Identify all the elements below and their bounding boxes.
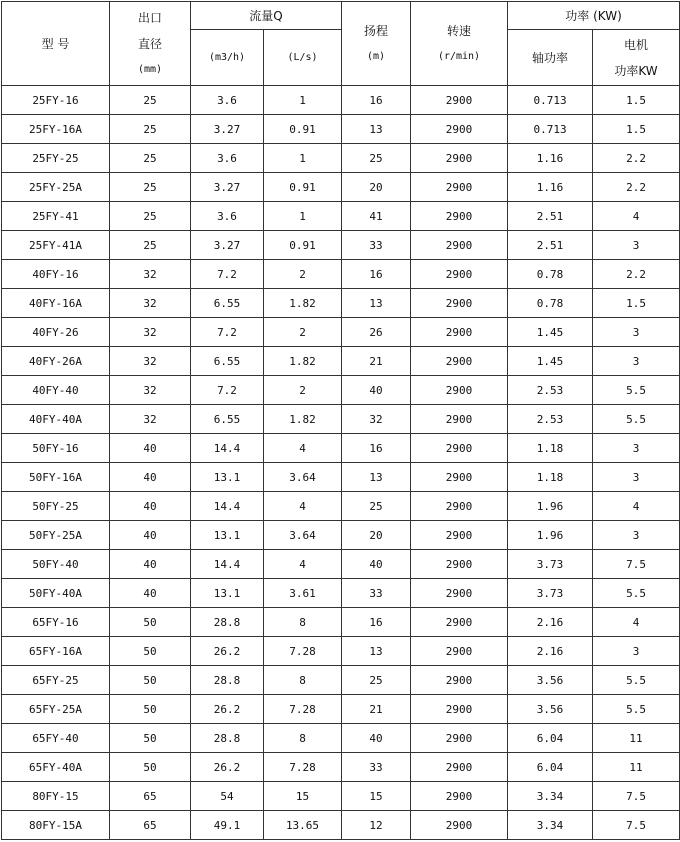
- flow-ls-cell: 4: [264, 492, 342, 521]
- head-cell: 16: [342, 608, 411, 637]
- motor-power-cell: 7.5: [593, 811, 680, 840]
- table-row: [2, 347, 680, 376]
- header-outlet-line1: 出口: [137, 10, 162, 25]
- outlet-cell: 40: [110, 492, 191, 521]
- header-outlet-unit: (mm): [137, 63, 163, 75]
- table-row: [2, 753, 680, 782]
- table-row: [2, 434, 680, 463]
- flow-ls-cell: 13.65: [264, 811, 342, 840]
- speed-cell: 2900: [411, 86, 508, 115]
- shaft-power-cell: 6.04: [508, 724, 593, 753]
- speed-cell: 2900: [411, 811, 508, 840]
- flow-m3h-cell: 49.1: [191, 811, 264, 840]
- flow-m3h-cell: 3.27: [191, 115, 264, 144]
- table-row: [2, 231, 680, 260]
- table-row: [2, 173, 680, 202]
- flow-m3h-cell: 13.1: [191, 579, 264, 608]
- model-cell: 80FY-15: [2, 782, 110, 811]
- head-cell: 33: [342, 579, 411, 608]
- header-head-label: 扬程: [364, 23, 389, 38]
- table-row: [2, 318, 680, 347]
- model-cell: 25FY-16: [2, 86, 110, 115]
- speed-cell: 2900: [411, 376, 508, 405]
- motor-power-cell: 2.2: [593, 144, 680, 173]
- flow-ls-cell: 8: [264, 608, 342, 637]
- flow-ls-cell: 0.91: [264, 115, 342, 144]
- head-cell: 16: [342, 260, 411, 289]
- header-speed: [411, 2, 508, 86]
- outlet-cell: 32: [110, 318, 191, 347]
- header-motor-line2: 功率KW: [614, 63, 658, 78]
- motor-power-cell: 3: [593, 318, 680, 347]
- flow-m3h-cell: 13.1: [191, 521, 264, 550]
- flow-ls-cell: 0.91: [264, 231, 342, 260]
- speed-cell: 2900: [411, 289, 508, 318]
- speed-cell: 2900: [411, 724, 508, 753]
- model-cell: 25FY-16A: [2, 115, 110, 144]
- speed-cell: 2900: [411, 492, 508, 521]
- head-cell: 13: [342, 115, 411, 144]
- shaft-power-cell: 2.51: [508, 202, 593, 231]
- outlet-cell: 32: [110, 260, 191, 289]
- head-cell: 40: [342, 550, 411, 579]
- motor-power-cell: 5.5: [593, 579, 680, 608]
- flow-m3h-cell: 7.2: [191, 260, 264, 289]
- motor-power-cell: 3: [593, 637, 680, 666]
- speed-cell: 2900: [411, 260, 508, 289]
- speed-cell: 2900: [411, 405, 508, 434]
- model-cell: 25FY-25A: [2, 173, 110, 202]
- table-row: [2, 86, 680, 115]
- speed-cell: 2900: [411, 579, 508, 608]
- head-cell: 21: [342, 695, 411, 724]
- head-cell: 25: [342, 666, 411, 695]
- speed-cell: 2900: [411, 318, 508, 347]
- header-outlet-diameter: [110, 2, 191, 86]
- outlet-cell: 25: [110, 115, 191, 144]
- header-motor-power: [593, 30, 680, 86]
- flow-m3h-cell: 28.8: [191, 608, 264, 637]
- motor-power-cell: 3: [593, 347, 680, 376]
- outlet-cell: 65: [110, 811, 191, 840]
- motor-power-cell: 11: [593, 724, 680, 753]
- outlet-cell: 40: [110, 463, 191, 492]
- flow-m3h-cell: 3.6: [191, 144, 264, 173]
- shaft-power-cell: 3.73: [508, 579, 593, 608]
- flow-ls-cell: 1.82: [264, 405, 342, 434]
- model-cell: 25FY-41A: [2, 231, 110, 260]
- head-cell: 25: [342, 144, 411, 173]
- model-cell: 40FY-40A: [2, 405, 110, 434]
- flow-ls-cell: 2: [264, 260, 342, 289]
- table-row: [2, 405, 680, 434]
- flow-ls-cell: 7.28: [264, 637, 342, 666]
- table-row: [2, 782, 680, 811]
- speed-cell: 2900: [411, 550, 508, 579]
- model-cell: 65FY-40A: [2, 753, 110, 782]
- flow-m3h-cell: 6.55: [191, 347, 264, 376]
- table-row: [2, 202, 680, 231]
- head-cell: 41: [342, 202, 411, 231]
- motor-power-cell: 3: [593, 463, 680, 492]
- outlet-cell: 32: [110, 347, 191, 376]
- shaft-power-cell: 3.34: [508, 782, 593, 811]
- head-cell: 40: [342, 376, 411, 405]
- model-cell: 65FY-16A: [2, 637, 110, 666]
- outlet-cell: 40: [110, 521, 191, 550]
- shaft-power-cell: 0.713: [508, 86, 593, 115]
- table-row: [2, 637, 680, 666]
- speed-cell: 2900: [411, 347, 508, 376]
- motor-power-cell: 4: [593, 492, 680, 521]
- speed-cell: 2900: [411, 202, 508, 231]
- flow-ls-cell: 7.28: [264, 695, 342, 724]
- header-head-unit: (m): [366, 50, 386, 62]
- shaft-power-cell: 0.78: [508, 260, 593, 289]
- shaft-power-cell: 0.78: [508, 289, 593, 318]
- model-cell: 50FY-16A: [2, 463, 110, 492]
- header-motor-line1: 电机: [624, 37, 649, 52]
- head-cell: 25: [342, 492, 411, 521]
- flow-ls-cell: 1.82: [264, 289, 342, 318]
- flow-m3h-cell: 54: [191, 782, 264, 811]
- shaft-power-cell: 3.56: [508, 666, 593, 695]
- motor-power-cell: 7.5: [593, 550, 680, 579]
- model-cell: 40FY-40: [2, 376, 110, 405]
- outlet-cell: 25: [110, 202, 191, 231]
- motor-power-cell: 3: [593, 231, 680, 260]
- motor-power-cell: 4: [593, 202, 680, 231]
- motor-power-cell: 2.2: [593, 260, 680, 289]
- motor-power-cell: 5.5: [593, 666, 680, 695]
- flow-m3h-cell: 3.6: [191, 86, 264, 115]
- outlet-cell: 32: [110, 376, 191, 405]
- flow-ls-cell: 1.82: [264, 347, 342, 376]
- flow-m3h-cell: 7.2: [191, 376, 264, 405]
- table-row: [2, 550, 680, 579]
- motor-power-cell: 5.5: [593, 405, 680, 434]
- outlet-cell: 50: [110, 666, 191, 695]
- outlet-cell: 50: [110, 695, 191, 724]
- table-header: [2, 2, 680, 86]
- table-row: [2, 492, 680, 521]
- shaft-power-cell: 2.53: [508, 405, 593, 434]
- motor-power-cell: 1.5: [593, 86, 680, 115]
- table-body: [2, 86, 680, 840]
- header-head: [342, 2, 411, 86]
- table-row: [2, 666, 680, 695]
- head-cell: 15: [342, 782, 411, 811]
- outlet-cell: 32: [110, 405, 191, 434]
- table-row: [2, 260, 680, 289]
- flow-ls-cell: 8: [264, 666, 342, 695]
- flow-m3h-cell: 3.27: [191, 231, 264, 260]
- motor-power-cell: 5.5: [593, 695, 680, 724]
- flow-ls-cell: 4: [264, 434, 342, 463]
- flow-m3h-cell: 7.2: [191, 318, 264, 347]
- flow-m3h-cell: 13.1: [191, 463, 264, 492]
- header-flow-m3h: (m3/h): [191, 30, 264, 86]
- table-row: [2, 579, 680, 608]
- motor-power-cell: 11: [593, 753, 680, 782]
- outlet-cell: 40: [110, 550, 191, 579]
- speed-cell: 2900: [411, 463, 508, 492]
- shaft-power-cell: 2.51: [508, 231, 593, 260]
- speed-cell: 2900: [411, 434, 508, 463]
- model-cell: 65FY-25: [2, 666, 110, 695]
- flow-m3h-cell: 6.55: [191, 405, 264, 434]
- header-model-label: 型 号: [41, 36, 70, 51]
- model-cell: 65FY-25A: [2, 695, 110, 724]
- shaft-power-cell: 2.16: [508, 637, 593, 666]
- model-cell: 65FY-40: [2, 724, 110, 753]
- outlet-cell: 32: [110, 289, 191, 318]
- table-row: [2, 811, 680, 840]
- motor-power-cell: 1.5: [593, 115, 680, 144]
- motor-power-cell: 2.2: [593, 173, 680, 202]
- motor-power-cell: 1.5: [593, 289, 680, 318]
- shaft-power-cell: 3.56: [508, 695, 593, 724]
- model-cell: 40FY-26A: [2, 347, 110, 376]
- motor-power-cell: 5.5: [593, 376, 680, 405]
- table-row: [2, 695, 680, 724]
- flow-ls-cell: 2: [264, 376, 342, 405]
- head-cell: 21: [342, 347, 411, 376]
- flow-ls-cell: 7.28: [264, 753, 342, 782]
- header-flow-ls: (L/s): [264, 30, 342, 86]
- flow-ls-cell: 3.61: [264, 579, 342, 608]
- model-cell: 40FY-16: [2, 260, 110, 289]
- speed-cell: 2900: [411, 115, 508, 144]
- motor-power-cell: 4: [593, 608, 680, 637]
- outlet-cell: 50: [110, 608, 191, 637]
- outlet-cell: 50: [110, 637, 191, 666]
- table-row: [2, 521, 680, 550]
- outlet-cell: 65: [110, 782, 191, 811]
- header-model: [2, 2, 110, 86]
- table-row: [2, 376, 680, 405]
- outlet-cell: 40: [110, 434, 191, 463]
- table-row: [2, 115, 680, 144]
- outlet-cell: 50: [110, 753, 191, 782]
- head-cell: 32: [342, 405, 411, 434]
- flow-m3h-cell: 6.55: [191, 289, 264, 318]
- shaft-power-cell: 1.96: [508, 492, 593, 521]
- head-cell: 16: [342, 86, 411, 115]
- head-cell: 20: [342, 521, 411, 550]
- head-cell: 13: [342, 637, 411, 666]
- table-row: [2, 724, 680, 753]
- header-outlet-line2: 直径: [137, 36, 162, 51]
- head-cell: 20: [342, 173, 411, 202]
- shaft-power-cell: 1.16: [508, 173, 593, 202]
- head-cell: 26: [342, 318, 411, 347]
- header-speed-label: 转速: [447, 23, 472, 38]
- flow-ls-cell: 2: [264, 318, 342, 347]
- flow-m3h-cell: 3.27: [191, 173, 264, 202]
- model-cell: 40FY-16A: [2, 289, 110, 318]
- flow-ls-cell: 1: [264, 202, 342, 231]
- outlet-cell: 25: [110, 231, 191, 260]
- flow-ls-cell: 15: [264, 782, 342, 811]
- model-cell: 50FY-40: [2, 550, 110, 579]
- pump-spec-table: [1, 1, 680, 840]
- speed-cell: 2900: [411, 695, 508, 724]
- speed-cell: 2900: [411, 231, 508, 260]
- flow-m3h-cell: 28.8: [191, 724, 264, 753]
- model-cell: 40FY-26: [2, 318, 110, 347]
- flow-m3h-cell: 26.2: [191, 637, 264, 666]
- model-cell: 25FY-25: [2, 144, 110, 173]
- head-cell: 13: [342, 289, 411, 318]
- model-cell: 50FY-25A: [2, 521, 110, 550]
- head-cell: 16: [342, 434, 411, 463]
- model-cell: 50FY-25: [2, 492, 110, 521]
- shaft-power-cell: 0.713: [508, 115, 593, 144]
- shaft-power-cell: 6.04: [508, 753, 593, 782]
- speed-cell: 2900: [411, 753, 508, 782]
- flow-m3h-cell: 26.2: [191, 695, 264, 724]
- flow-m3h-cell: 14.4: [191, 492, 264, 521]
- header-speed-unit: (r/min): [437, 50, 481, 62]
- flow-ls-cell: 1: [264, 86, 342, 115]
- shaft-power-cell: 2.53: [508, 376, 593, 405]
- flow-m3h-cell: 26.2: [191, 753, 264, 782]
- header-power: [508, 2, 680, 30]
- model-cell: 80FY-15A: [2, 811, 110, 840]
- speed-cell: 2900: [411, 608, 508, 637]
- outlet-cell: 40: [110, 579, 191, 608]
- model-cell: 25FY-41: [2, 202, 110, 231]
- head-cell: 33: [342, 231, 411, 260]
- table-row: [2, 289, 680, 318]
- flow-ls-cell: 3.64: [264, 463, 342, 492]
- flow-m3h-cell: 14.4: [191, 550, 264, 579]
- head-cell: 33: [342, 753, 411, 782]
- table-row: [2, 144, 680, 173]
- shaft-power-cell: 1.18: [508, 463, 593, 492]
- shaft-power-cell: 1.96: [508, 521, 593, 550]
- speed-cell: 2900: [411, 666, 508, 695]
- motor-power-cell: 3: [593, 434, 680, 463]
- shaft-power-cell: 1.45: [508, 347, 593, 376]
- shaft-power-cell: 2.16: [508, 608, 593, 637]
- outlet-cell: 25: [110, 173, 191, 202]
- shaft-power-cell: 1.45: [508, 318, 593, 347]
- header-shaft-power: 轴功率: [508, 30, 593, 86]
- head-cell: 13: [342, 463, 411, 492]
- motor-power-cell: 7.5: [593, 782, 680, 811]
- shaft-power-cell: 1.18: [508, 434, 593, 463]
- model-cell: 50FY-16: [2, 434, 110, 463]
- flow-ls-cell: 8: [264, 724, 342, 753]
- speed-cell: 2900: [411, 637, 508, 666]
- outlet-cell: 25: [110, 144, 191, 173]
- table-row: [2, 608, 680, 637]
- flow-ls-cell: 4: [264, 550, 342, 579]
- shaft-power-cell: 3.73: [508, 550, 593, 579]
- flow-ls-cell: 3.64: [264, 521, 342, 550]
- motor-power-cell: 3: [593, 521, 680, 550]
- model-cell: 50FY-40A: [2, 579, 110, 608]
- speed-cell: 2900: [411, 173, 508, 202]
- speed-cell: 2900: [411, 782, 508, 811]
- header-flow-label: 流量Q: [249, 8, 283, 23]
- outlet-cell: 25: [110, 86, 191, 115]
- header-power-label: 功率 (KW): [565, 8, 622, 23]
- outlet-cell: 50: [110, 724, 191, 753]
- shaft-power-cell: 3.34: [508, 811, 593, 840]
- flow-m3h-cell: 28.8: [191, 666, 264, 695]
- flow-m3h-cell: 3.6: [191, 202, 264, 231]
- flow-ls-cell: 0.91: [264, 173, 342, 202]
- head-cell: 40: [342, 724, 411, 753]
- head-cell: 12: [342, 811, 411, 840]
- table-row: [2, 463, 680, 492]
- speed-cell: 2900: [411, 144, 508, 173]
- header-flow: [191, 2, 342, 30]
- flow-m3h-cell: 14.4: [191, 434, 264, 463]
- shaft-power-cell: 1.16: [508, 144, 593, 173]
- model-cell: 65FY-16: [2, 608, 110, 637]
- flow-ls-cell: 1: [264, 144, 342, 173]
- speed-cell: 2900: [411, 521, 508, 550]
